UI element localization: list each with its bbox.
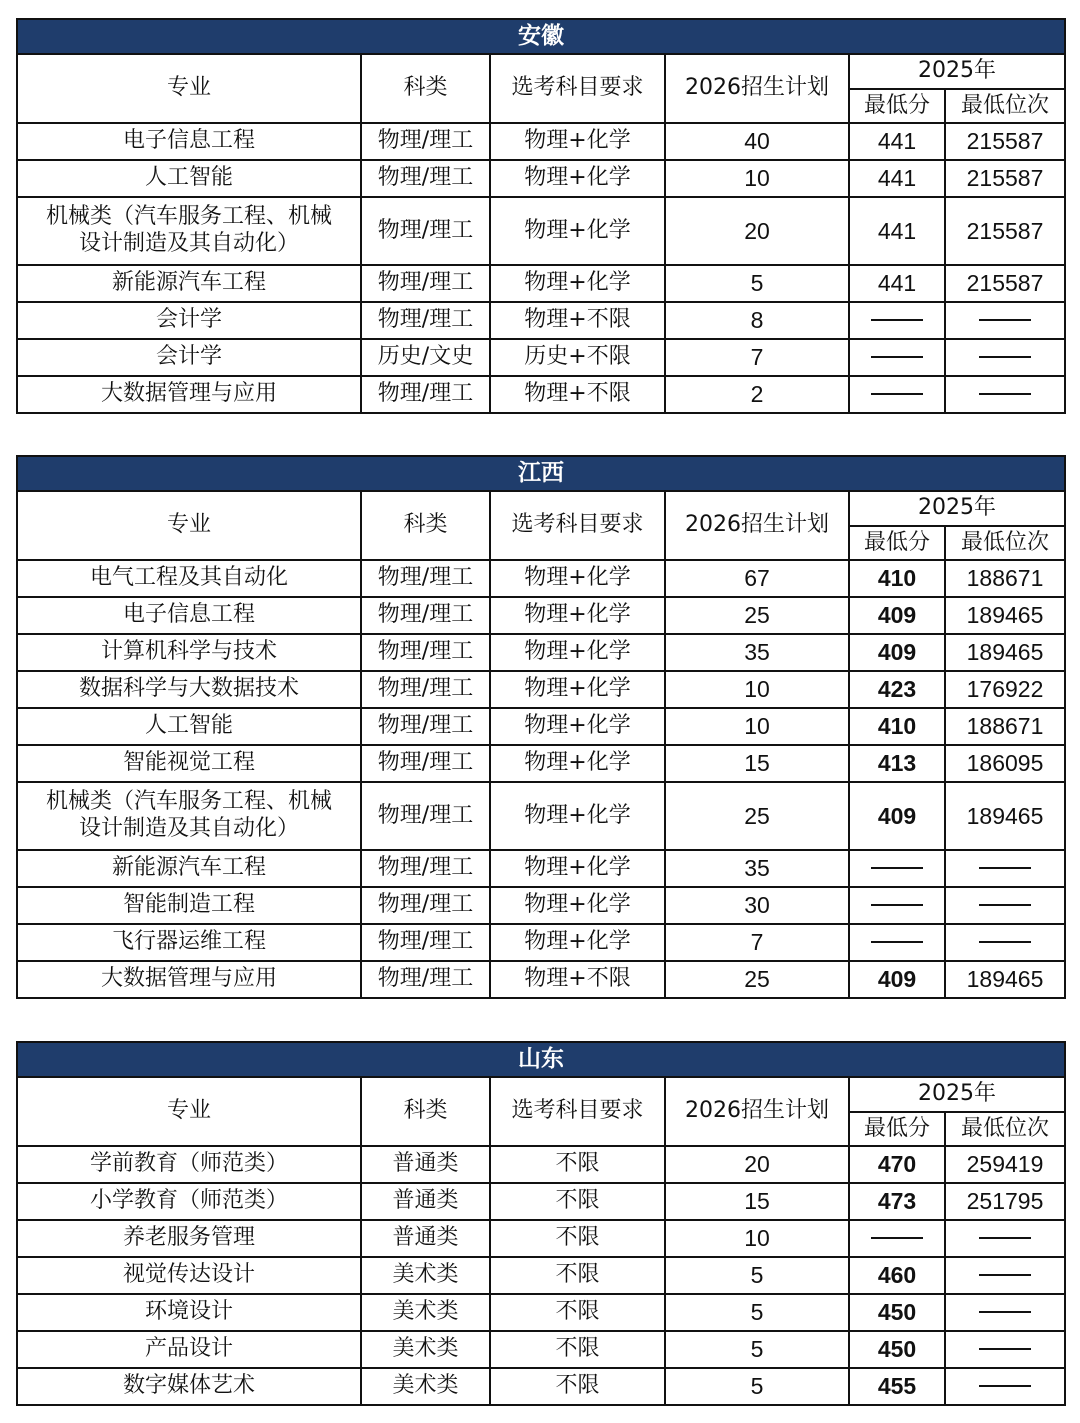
min-rank-cell: 251795: [945, 1183, 1065, 1220]
dash-mark: [979, 356, 1031, 358]
min-score-cell: 455: [849, 1368, 945, 1405]
dash-mark: [871, 356, 923, 358]
header-min-score: 最低分: [849, 89, 945, 123]
dash-mark: [871, 904, 923, 906]
province-banner: 安徽: [17, 19, 1065, 54]
min-score-empty: [849, 376, 945, 413]
subjects-cell: 物理+化学: [490, 634, 665, 671]
header-year: 2025年: [849, 54, 1065, 89]
min-rank-cell: 259419: [945, 1146, 1065, 1183]
dash-mark: [871, 319, 923, 321]
header-min-rank: 最低位次: [945, 1112, 1065, 1146]
min-rank-cell: 215587: [945, 160, 1065, 197]
min-score-cell: 441: [849, 123, 945, 160]
province-banner: 山东: [17, 1042, 1065, 1077]
min-rank-empty: [945, 376, 1065, 413]
category-cell: 物理/理工: [361, 560, 490, 597]
dash-mark: [979, 1311, 1031, 1313]
category-cell: 美术类: [361, 1294, 490, 1331]
plan-cell: 35: [665, 850, 849, 887]
table-row: [17, 850, 1065, 887]
subjects-cell: 物理+化学: [490, 671, 665, 708]
min-score-cell: 409: [849, 634, 945, 671]
min-rank-cell: 215587: [945, 123, 1065, 160]
dash-mark: [871, 1237, 923, 1239]
section-shandong: [16, 1041, 1064, 1406]
plan-cell: 7: [665, 924, 849, 961]
table-row: [17, 961, 1065, 998]
header-plan: 2026招生计划: [665, 1077, 849, 1146]
major-cell: 养老服务管理: [17, 1220, 361, 1257]
major-line: 机械类（汽车服务工程、机械: [45, 789, 332, 815]
subjects-cell: 物理+化学: [490, 265, 665, 302]
table-row: [17, 745, 1065, 782]
min-score-cell: 473: [849, 1183, 945, 1220]
min-score-cell: 441: [849, 160, 945, 197]
table-row: [17, 634, 1065, 671]
subjects-cell: 物理+化学: [490, 887, 665, 924]
category-cell: 物理/理工: [361, 376, 490, 413]
major-cell: 智能制造工程: [17, 887, 361, 924]
subjects-cell: 不限: [490, 1368, 665, 1405]
table-row: [17, 560, 1065, 597]
dash-mark: [979, 1237, 1031, 1239]
admission-table-jiangxi: [16, 455, 1066, 999]
plan-cell: 10: [665, 671, 849, 708]
plan-cell: 35: [665, 634, 849, 671]
major-cell: 视觉传达设计: [17, 1257, 361, 1294]
major-cell: 电气工程及其自动化: [17, 560, 361, 597]
category-cell: 物理/理工: [361, 671, 490, 708]
header-plan: 2026招生计划: [665, 491, 849, 560]
table-row: [17, 924, 1065, 961]
min-score-cell: 409: [849, 961, 945, 998]
min-rank-empty: [945, 887, 1065, 924]
subjects-cell: 物理+化学: [490, 745, 665, 782]
plan-cell: 5: [665, 1368, 849, 1405]
major-cell: 环境设计: [17, 1294, 361, 1331]
subjects-cell: 物理+化学: [490, 123, 665, 160]
subjects-cell: 不限: [490, 1220, 665, 1257]
plan-cell: 10: [665, 160, 849, 197]
min-score-cell: 441: [849, 265, 945, 302]
header-major: 专业: [17, 1077, 361, 1146]
table-row: [17, 1257, 1065, 1294]
table-row: [17, 123, 1065, 160]
min-score-cell: 450: [849, 1294, 945, 1331]
admission-table-anhui: [16, 18, 1066, 414]
min-rank-cell: 189465: [945, 597, 1065, 634]
major-cell: 人工智能: [17, 708, 361, 745]
major-cell: 数字媒体艺术: [17, 1368, 361, 1405]
plan-cell: 25: [665, 782, 849, 850]
plan-cell: 2: [665, 376, 849, 413]
major-cell: 电子信息工程: [17, 597, 361, 634]
major-cell: 大数据管理与应用: [17, 376, 361, 413]
header-subjects: 选考科目要求: [490, 1077, 665, 1146]
major-line: 设计制造及其自动化）: [78, 816, 299, 841]
min-score-empty: [849, 339, 945, 376]
table-row: [17, 265, 1065, 302]
dash-mark: [871, 867, 923, 869]
major-cell: 电子信息工程: [17, 123, 361, 160]
category-cell: 物理/理工: [361, 302, 490, 339]
min-rank-cell: 215587: [945, 265, 1065, 302]
plan-cell: 8: [665, 302, 849, 339]
table-row: [17, 597, 1065, 634]
section-jiangxi: [16, 455, 1064, 999]
subjects-cell: 物理+化学: [490, 560, 665, 597]
plan-cell: 20: [665, 1146, 849, 1183]
category-cell: 物理/理工: [361, 782, 490, 850]
category-cell: 物理/理工: [361, 265, 490, 302]
header-subjects: 选考科目要求: [490, 54, 665, 123]
table-row: [17, 782, 1065, 850]
min-rank-empty: [945, 1294, 1065, 1331]
category-cell: 物理/理工: [361, 887, 490, 924]
major-cell: 产品设计: [17, 1331, 361, 1368]
section-anhui: [16, 18, 1064, 414]
major-cell: [17, 782, 361, 850]
subjects-cell: 物理+不限: [490, 376, 665, 413]
dash-mark: [979, 1348, 1031, 1350]
dash-mark: [871, 941, 923, 943]
min-score-cell: 441: [849, 197, 945, 265]
table-row: [17, 1183, 1065, 1220]
min-rank-empty: [945, 1331, 1065, 1368]
dash-mark: [979, 941, 1031, 943]
header-min-rank: 最低位次: [945, 526, 1065, 560]
header-major: 专业: [17, 491, 361, 560]
table-row: [17, 1368, 1065, 1405]
header-year: 2025年: [849, 1077, 1065, 1112]
table-row: [17, 302, 1065, 339]
min-score-empty: [849, 924, 945, 961]
category-cell: 物理/理工: [361, 961, 490, 998]
min-score-cell: 413: [849, 745, 945, 782]
admission-table-shandong: [16, 1041, 1066, 1406]
plan-cell: 20: [665, 197, 849, 265]
min-rank-empty: [945, 850, 1065, 887]
min-rank-empty: [945, 339, 1065, 376]
subjects-cell: 历史+不限: [490, 339, 665, 376]
major-cell: 会计学: [17, 339, 361, 376]
subjects-cell: 物理+化学: [490, 708, 665, 745]
major-cell: 会计学: [17, 302, 361, 339]
subjects-cell: 不限: [490, 1294, 665, 1331]
header-min-score: 最低分: [849, 1112, 945, 1146]
category-cell: 物理/理工: [361, 924, 490, 961]
table-row: [17, 339, 1065, 376]
header-major: 专业: [17, 54, 361, 123]
header-year: 2025年: [849, 491, 1065, 526]
major-cell: 数据科学与大数据技术: [17, 671, 361, 708]
min-score-cell: 470: [849, 1146, 945, 1183]
category-cell: 普通类: [361, 1220, 490, 1257]
subjects-cell: 物理+不限: [490, 302, 665, 339]
category-cell: 物理/理工: [361, 850, 490, 887]
plan-cell: 7: [665, 339, 849, 376]
plan-cell: 5: [665, 1257, 849, 1294]
min-rank-cell: 215587: [945, 197, 1065, 265]
category-cell: 物理/理工: [361, 123, 490, 160]
subjects-cell: 物理+化学: [490, 197, 665, 265]
category-cell: 物理/理工: [361, 708, 490, 745]
major-cell: 飞行器运维工程: [17, 924, 361, 961]
table-row: [17, 160, 1065, 197]
category-cell: 物理/理工: [361, 597, 490, 634]
table-row: [17, 671, 1065, 708]
dash-mark: [979, 904, 1031, 906]
category-cell: 物理/理工: [361, 197, 490, 265]
province-banner: 江西: [17, 456, 1065, 491]
min-score-cell: 410: [849, 708, 945, 745]
dash-mark: [979, 393, 1031, 395]
header-subjects: 选考科目要求: [490, 491, 665, 560]
plan-cell: 15: [665, 1183, 849, 1220]
dash-mark: [979, 1385, 1031, 1387]
category-cell: 美术类: [361, 1368, 490, 1405]
header-category: 科类: [361, 1077, 490, 1146]
min-rank-cell: 188671: [945, 560, 1065, 597]
plan-cell: 10: [665, 1220, 849, 1257]
major-cell: 大数据管理与应用: [17, 961, 361, 998]
category-cell: 物理/理工: [361, 745, 490, 782]
min-score-cell: 410: [849, 560, 945, 597]
min-score-empty: [849, 887, 945, 924]
major-cell: [17, 197, 361, 265]
category-cell: 美术类: [361, 1257, 490, 1294]
subjects-cell: 物理+化学: [490, 782, 665, 850]
min-rank-empty: [945, 1220, 1065, 1257]
table-row: [17, 1146, 1065, 1183]
category-cell: 物理/理工: [361, 160, 490, 197]
major-cell: 小学教育（师范类）: [17, 1183, 361, 1220]
subjects-cell: 不限: [490, 1183, 665, 1220]
min-rank-cell: 188671: [945, 708, 1065, 745]
table-row: [17, 887, 1065, 924]
dash-mark: [871, 393, 923, 395]
subjects-cell: 物理+不限: [490, 961, 665, 998]
plan-cell: 30: [665, 887, 849, 924]
table-row: [17, 1294, 1065, 1331]
category-cell: 历史/文史: [361, 339, 490, 376]
dash-mark: [979, 867, 1031, 869]
table-row: [17, 1331, 1065, 1368]
category-cell: 美术类: [361, 1331, 490, 1368]
dash-mark: [979, 319, 1031, 321]
plan-cell: 5: [665, 265, 849, 302]
category-cell: 普通类: [361, 1146, 490, 1183]
min-rank-empty: [945, 1368, 1065, 1405]
table-row: [17, 197, 1065, 265]
major-cell: 计算机科学与技术: [17, 634, 361, 671]
plan-cell: 5: [665, 1294, 849, 1331]
min-score-cell: 409: [849, 597, 945, 634]
subjects-cell: 物理+化学: [490, 160, 665, 197]
min-score-empty: [849, 302, 945, 339]
plan-cell: 40: [665, 123, 849, 160]
plan-cell: 25: [665, 597, 849, 634]
subjects-cell: 物理+化学: [490, 850, 665, 887]
subjects-cell: 不限: [490, 1331, 665, 1368]
table-row: [17, 1220, 1065, 1257]
min-rank-cell: 189465: [945, 961, 1065, 998]
major-cell: 学前教育（师范类）: [17, 1146, 361, 1183]
min-score-cell: 460: [849, 1257, 945, 1294]
category-cell: 物理/理工: [361, 634, 490, 671]
header-min-rank: 最低位次: [945, 89, 1065, 123]
subjects-cell: 物理+化学: [490, 924, 665, 961]
major-line: 设计制造及其自动化）: [78, 231, 299, 256]
min-rank-cell: 176922: [945, 671, 1065, 708]
category-cell: 普通类: [361, 1183, 490, 1220]
plan-cell: 25: [665, 961, 849, 998]
min-score-cell: 423: [849, 671, 945, 708]
subjects-cell: 物理+化学: [490, 597, 665, 634]
min-score-cell: 409: [849, 782, 945, 850]
header-category: 科类: [361, 54, 490, 123]
major-cell: 新能源汽车工程: [17, 265, 361, 302]
min-rank-empty: [945, 924, 1065, 961]
min-rank-empty: [945, 1257, 1065, 1294]
plan-cell: 67: [665, 560, 849, 597]
dash-mark: [979, 1274, 1031, 1276]
table-row: [17, 376, 1065, 413]
min-score-empty: [849, 850, 945, 887]
min-rank-cell: 189465: [945, 634, 1065, 671]
min-rank-cell: 189465: [945, 782, 1065, 850]
min-score-empty: [849, 1220, 945, 1257]
header-min-score: 最低分: [849, 526, 945, 560]
major-cell: 人工智能: [17, 160, 361, 197]
header-plan: 2026招生计划: [665, 54, 849, 123]
min-score-cell: 450: [849, 1331, 945, 1368]
major-cell: 智能视觉工程: [17, 745, 361, 782]
subjects-cell: 不限: [490, 1146, 665, 1183]
header-category: 科类: [361, 491, 490, 560]
plan-cell: 15: [665, 745, 849, 782]
min-rank-empty: [945, 302, 1065, 339]
major-line: 机械类（汽车服务工程、机械: [45, 204, 332, 230]
table-row: [17, 708, 1065, 745]
min-rank-cell: 186095: [945, 745, 1065, 782]
plan-cell: 10: [665, 708, 849, 745]
plan-cell: 5: [665, 1331, 849, 1368]
major-cell: 新能源汽车工程: [17, 850, 361, 887]
subjects-cell: 不限: [490, 1257, 665, 1294]
